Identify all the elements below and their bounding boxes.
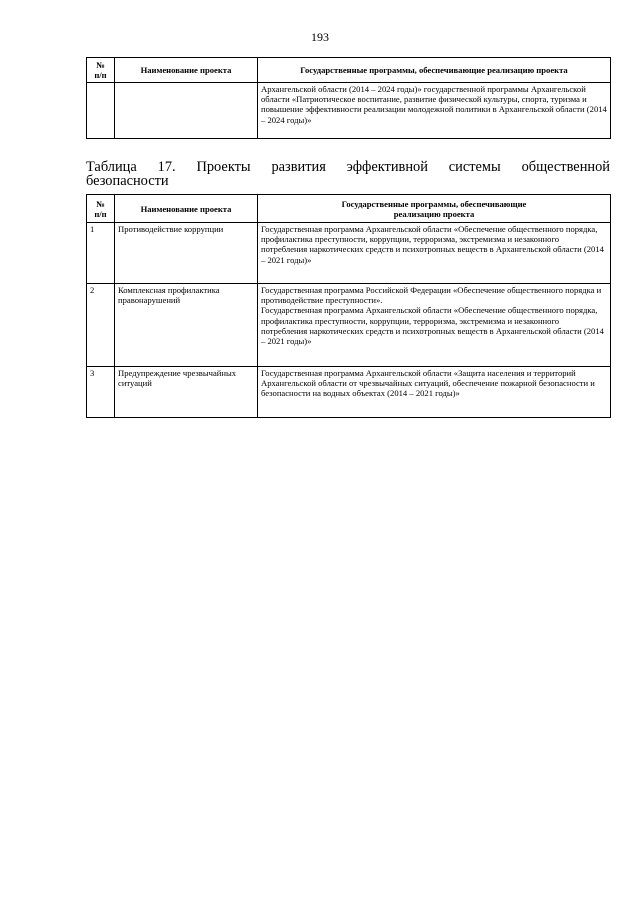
cell-programs: Архангельской области (2014 – 2024 годы)» государственной программы Архангельской области «Патриотическое воспитание, развитие физической культуры, спорта, туризма и повышение эффективности реализации молодежной политики в Архангельской области (2014 – 2024 годы)»	[258, 83, 611, 139]
cell-number	[87, 83, 115, 139]
table-row	[87, 284, 611, 367]
table-row	[87, 223, 611, 284]
cell-programs: Государственная программа Архангельской области «Обеспечение общественного порядка, профилактика преступности, коррупции, терроризма, экстремизма и незаконного потребления наркотических средств и психотропных веществ в Архангельской области (2014 – 2021 годы)»	[258, 223, 611, 284]
cell-project-name: Противодействие коррупции	[115, 223, 258, 284]
header-project-name: Наименование проекта	[115, 58, 258, 83]
cell-project-name	[115, 83, 258, 139]
cell-number: 3	[87, 367, 115, 418]
table-header-row	[87, 58, 611, 83]
header-project-name: Наименование проекта	[115, 195, 258, 223]
caption-line-2: безопасности	[86, 173, 169, 189]
cell-number: 2	[87, 284, 115, 367]
cell-project-name: Предупреждение чрезвычайных ситуаций	[115, 367, 258, 418]
table-caption	[86, 160, 610, 188]
cell-programs: Государственная программа Российской Федерации «Обеспечение общественного порядка и противодействие преступности». Государственная программа Архангельской области «Обеспечение общественного порядка, профилактика преступности, коррупции, терроризма, экстремизма и незаконного потребления наркотических средств и психотропных веществ в Архангельской области (2014 – 2021 годы)»	[258, 284, 611, 367]
caption-line-1: Таблица 17. Проекты развития эффективной системы общественной	[86, 159, 610, 175]
table-row	[87, 367, 611, 418]
cell-project-name: Комплексная профилактика правонарушений	[115, 284, 258, 367]
projects-table	[86, 194, 611, 418]
cell-number: 1	[87, 223, 115, 284]
table-row	[87, 83, 611, 139]
header-programs: Государственные программы, обеспечивающие реализацию проекта	[258, 195, 611, 223]
header-programs: Государственные программы, обеспечивающие реализацию проекта	[258, 58, 611, 83]
table-header-row	[87, 195, 611, 223]
continuation-table	[86, 57, 611, 139]
header-number: № п/п	[87, 195, 115, 223]
cell-programs: Государственная программа Архангельской области «Защита населения и территорий Архангельской области от чрезвычайных ситуаций, обеспечение пожарной безопасности и безопасности на водных объектах (2014 – 2021 годы)»	[258, 367, 611, 418]
header-number: № п/п	[87, 58, 115, 83]
page-number: 193	[311, 30, 329, 44]
